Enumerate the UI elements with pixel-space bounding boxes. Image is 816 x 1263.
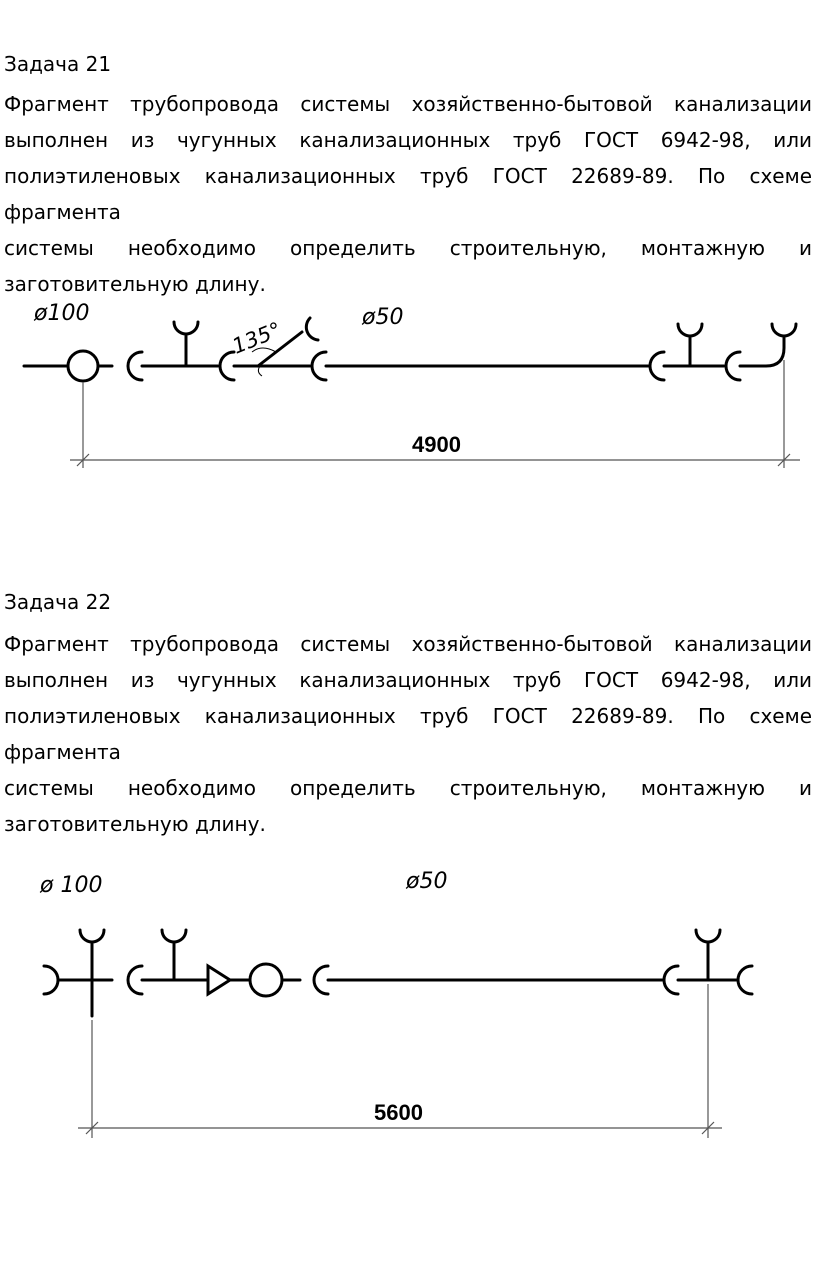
socket-icon: [650, 352, 664, 380]
socket-icon: [220, 352, 234, 380]
dimension-value: 5600: [374, 1100, 423, 1125]
angle-label: 135°: [228, 317, 285, 359]
task-22-line-2: выполнен из чугунных канализационных труб ГОСТ 6942-98, или: [4, 668, 812, 692]
socket-icon: [726, 352, 740, 380]
cup-socket-icon: [80, 930, 104, 942]
socket-icon: [314, 966, 328, 994]
cup-socket-icon: [696, 930, 720, 942]
task-22-pipeline-scheme: [0, 860, 816, 1150]
socket-icon: [312, 352, 326, 380]
diameter-label-right: ø50: [362, 305, 404, 330]
cup-socket-icon: [678, 324, 702, 336]
task-21-title: Задача 21: [4, 52, 112, 76]
task-21-line-2: выполнен из чугунных канализационных труб ГОСТ 6942-98, или: [4, 128, 812, 152]
diameter-label-right: ø50: [406, 869, 448, 894]
task-21-pipeline-scheme: [0, 290, 816, 480]
cup-socket-icon: [174, 322, 198, 334]
cup-socket-icon: [306, 318, 318, 340]
task-21-line-3: полиэтиленовых канализационных труб ГОСТ 22689-89. По схеме фрагмента: [4, 164, 812, 224]
reducer-icon: [208, 966, 230, 994]
dimension-value: 4900: [412, 432, 461, 457]
revision-circle-icon: [250, 964, 282, 996]
diameter-label-left: ø100: [34, 301, 90, 326]
task-21-line-1: Фрагмент трубопровода системы хозяйственно-бытовой канализации: [4, 92, 812, 116]
socket-icon: [738, 966, 752, 994]
elbow: [740, 336, 784, 366]
cup-socket-icon: [772, 324, 796, 336]
socket-icon: [44, 966, 58, 994]
task-21-line-4: системы необходимо определить строительную, монтажную и: [4, 236, 812, 260]
task-22-title: Задача 22: [4, 590, 112, 614]
socket-icon: [128, 352, 142, 380]
task-22-line-1: Фрагмент трубопровода системы хозяйственно-бытовой канализации: [4, 632, 812, 656]
task-22-text: [4, 626, 812, 842]
task-22-line-5: заготовительную длину.: [4, 812, 266, 836]
socket-icon: [664, 966, 678, 994]
revision-circle-icon: [68, 351, 98, 381]
task-22-line-4: системы необходимо определить строительную, монтажную и: [4, 776, 812, 800]
task-22-line-3: полиэтиленовых канализационных труб ГОСТ 22689-89. По схеме фрагмента: [4, 704, 812, 764]
cup-socket-icon: [162, 930, 186, 942]
task-21-line-5: заготовительную длину.: [4, 272, 266, 296]
socket-icon: [128, 966, 142, 994]
task-21-text: [4, 86, 812, 302]
diameter-label-left: ø 100: [40, 873, 103, 898]
